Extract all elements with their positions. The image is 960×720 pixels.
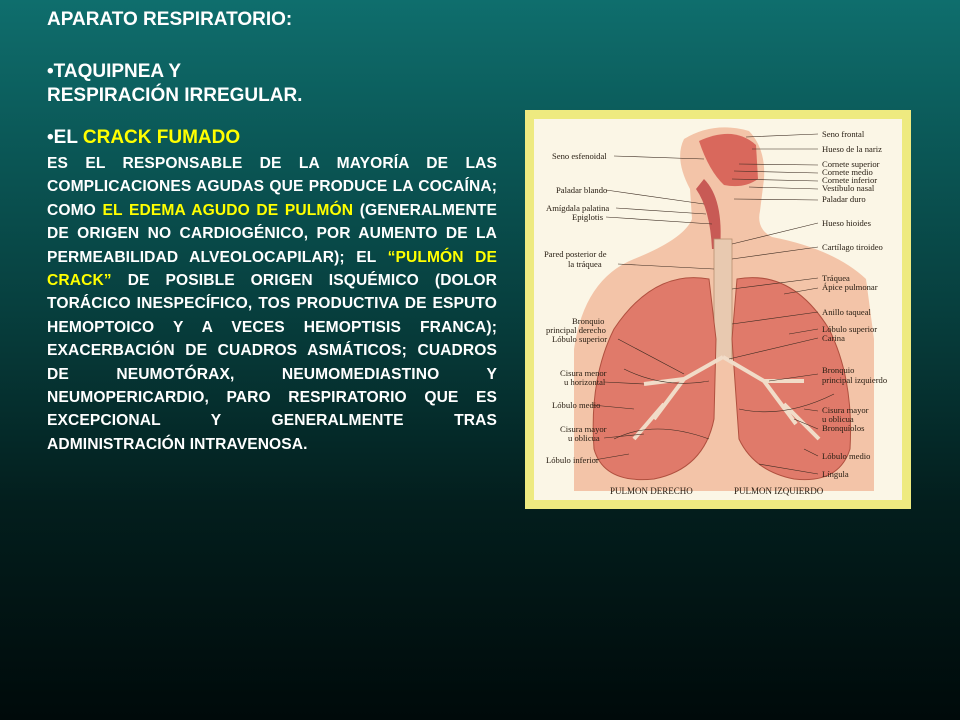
label-lobulo-superior-izquierdo: Lóbulo superior	[822, 324, 878, 334]
body-paragraph	[47, 152, 497, 456]
label-lobulo-superior-derecho: Lóbulo superior	[552, 334, 608, 344]
label-anillo-taqueal: Anillo taqueal	[822, 307, 871, 317]
label-lobulo-medio-derecho: Lóbulo medio	[552, 400, 601, 410]
label-cisura-mayor-izquierda-2: u oblicua	[822, 414, 854, 424]
label-amigdala-palatina: Amígdala palatina	[546, 203, 610, 213]
bullet-highlight: CRACK FUMADO	[82, 127, 241, 148]
label-traquea: Tráquea	[822, 273, 850, 283]
caption-pulmon-derecho: PULMON DERECHO	[610, 486, 693, 496]
label-cisura-menor-1: Cisura menor	[560, 368, 607, 378]
bullet-taquipnea	[47, 60, 497, 108]
body-part-2: (GENERALMENTE DE ORIGEN NO CARDIOGÉNICO, POR AUMENTO DE LA PERMEABILIDAD ALVEOLOCAPILAR); EL	[47, 201, 498, 266]
label-carina: Carina	[822, 333, 845, 343]
label-bronquio-izquierdo-2: principal izquierdo	[822, 375, 888, 385]
label-seno-esfenoidal: Seno esfenoidal	[552, 151, 607, 161]
label-pared-posterior-1: Pared posterior de	[544, 249, 607, 259]
label-bronquio-derecho-2: principal derecho	[546, 325, 606, 335]
label-lobulo-inferior: Lóbulo inferior	[546, 455, 599, 465]
bullet-crack	[47, 126, 497, 150]
label-seno-frontal: Seno frontal	[822, 129, 865, 139]
label-cisura-menor-2: u horizontal	[564, 377, 606, 387]
label-cartilago-tiroideo: Cartílago tiroideo	[822, 242, 883, 252]
label-bronquio-derecho-1: Bronquio	[572, 316, 605, 326]
label-paladar-duro: Paladar duro	[822, 194, 866, 204]
label-cornete-superior: Cornete superior	[822, 159, 880, 169]
label-paladar-blando: Paladar blando	[556, 185, 608, 195]
label-cornete-medio: Cornete medio	[822, 167, 873, 177]
label-lobulo-medio-izquierdo: Lóbulo medio	[822, 451, 871, 461]
caption-pulmon-izquierdo: PULMON IZQUIERDO	[734, 486, 824, 496]
label-cisura-mayor-derecha-1: Cisura mayor	[560, 424, 607, 434]
anatomy-illustration	[534, 119, 902, 500]
figure-inner	[534, 119, 902, 500]
label-cisura-mayor-derecha-2: u oblicua	[568, 433, 600, 443]
slide-title: APARATO RESPIRATORIO:	[47, 9, 293, 30]
trachea	[714, 239, 732, 359]
label-epiglotis: Epiglotis	[572, 212, 604, 222]
bullet-line-2: RESPIRACIÓN IRREGULAR.	[47, 85, 303, 106]
text-column	[47, 8, 497, 456]
label-vestibulo-nasal: Vestíbulo nasal	[822, 183, 875, 193]
label-lingula: Língula	[822, 469, 849, 479]
label-bronquio-izquierdo-1: Bronquio	[822, 365, 855, 375]
label-cisura-mayor-izquierda-1: Cisura mayor	[822, 405, 869, 415]
label-cornete-inferior: Cornete inferior	[822, 175, 878, 185]
body-part-1: ES EL RESPONSABLE DE LA MAYORÍA DE LAS COMPLICACIONES AGUDAS QUE PRODUCE LA COCAÍNA; COMO	[47, 155, 497, 219]
label-apice-pulmonar: Ápice pulmonar	[822, 282, 878, 292]
body-highlight-pulmon-crack: “PULMÓN DE CRACK”	[47, 248, 497, 290]
label-bronquiolos: Bronquíolos	[822, 423, 865, 433]
bullet-prefix: •EL	[47, 127, 83, 148]
label-hueso-nariz: Hueso de la nariz	[822, 144, 882, 154]
body-highlight-edema: EL EDEMA AGUDO DE PULMÓN	[102, 201, 354, 219]
respiratory-anatomy-figure	[525, 110, 911, 509]
body-part-3: DE POSIBLE ORIGEN ISQUÉMICO (DOLOR TORÁCICO INESPECÍFICO, TOS PRODUCTIVA DE ESPUTO HEMOPTOICO Y A VECES HEMOPTISIS FRANCA); EXACERBACIÓN DE CUADROS ASMÁTICOS; CUADROS DE NEUMOTÓRAX, NEUMOMEDIASTINO Y NEUMOPERICARDIO, PARO RESPIRATORIO QUE ES EXCEPCIONAL Y GENERALMENTE TRAS ADMINISTRACIÓN INTRAVENOSA.	[47, 272, 497, 453]
bullet-line-1: •TAQUIPNEA Y	[47, 61, 182, 82]
label-pared-posterior-2: la tráquea	[568, 259, 602, 269]
label-hueso-hioides: Hueso hioides	[822, 218, 871, 228]
